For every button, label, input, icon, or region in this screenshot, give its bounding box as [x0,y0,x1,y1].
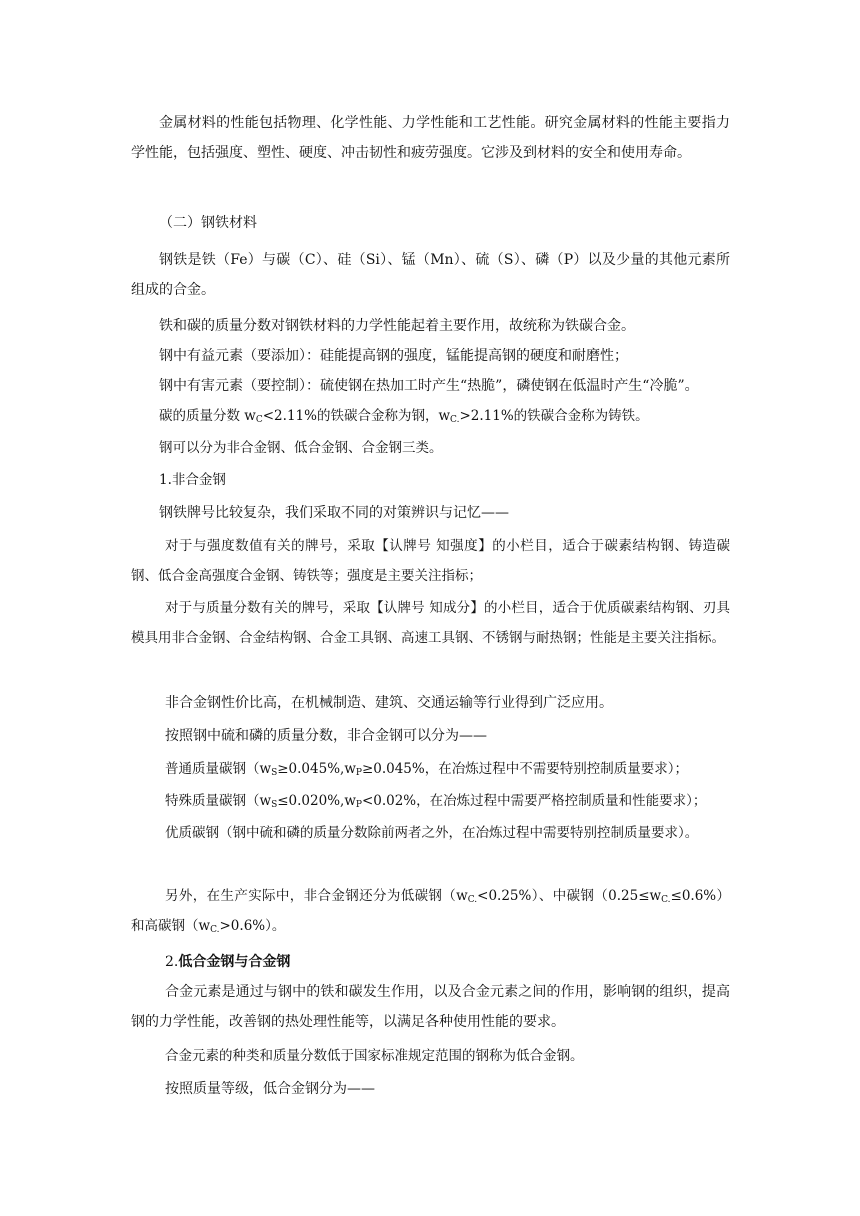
subscript: S [271,800,278,810]
paragraph-harmful-elements: 钢中有害元素（要控制）：硫使钢在热加工时产生“热脆”，磷使钢在低温时产生“冷脆”。 [159,378,699,394]
paragraph-alloy-elements: 合金元素是通过与钢中的铁和碳发生作用，以及合金元素之间的作用，影响钢的组织，提高钢的力学性能，改善钢的热处理性能等，以满足各种使用性能的要求。 [131,984,730,1030]
paragraph-non-alloy-usage: 非合金钢性价比高，在机械制造、建筑、交通运输等行业得到广泛应用。 [165,695,613,711]
heading-number: 2. [165,954,179,970]
section-heading-steel-materials: （二）钢铁材料 [159,215,257,231]
text-fragment: 碳的质量分数 w [159,408,256,424]
subscript: C. [450,415,460,425]
heading-text: 低合金钢与合金钢 [178,954,291,970]
subscript: C. [467,895,478,905]
subscript: C. [661,895,671,905]
paragraph-high-quality: 优质碳钢（钢中硫和磷的质量分数除前两者之外，在冶炼过程中需要特别控制质量要求）。 [165,825,699,841]
subscript: P [355,800,362,810]
text-fragment: <0.02%，在冶炼过程中需要严格控制质量和性能要求）； [361,793,707,809]
subscript: C. [210,925,220,935]
paragraph-steel-definition: 钢铁是铁（Fe）与碳（C）、硅（Si）、锰（Mn）、硫（S）、磷（P）以及少量的其他元素所组成的合金。 [131,252,730,298]
text-fragment: 普通质量碳钢（w [165,761,272,777]
text-fragment: 另外，在生产实际中，非合金钢还分为低碳钢（w [165,888,468,904]
text-fragment: <0.25%）、中碳钢（0.25≤w [477,888,662,904]
paragraph-steel-types: 钢可以分为非合金钢、低合金钢、合金钢三类。 [159,440,443,456]
subscript: C [255,415,263,425]
text-fragment: ≥0.045%,w [277,761,356,777]
paragraph-strength-grades: 对于与强度数值有关的牌号，采取【认牌号 知强度】的小栏目，适合于碳素结构钢、铸造碳钢、低合金高强度合金钢、铸铁等；强度是主要关注指标； [131,538,730,584]
text-fragment: >0.6%）。 [219,918,286,934]
paragraph-sulfur-phosphorus: 按照钢中硫和磷的质量分数，非合金钢可以分为—— [165,728,487,744]
text-fragment: 特殊质量碳钢（w [165,793,272,809]
heading-low-alloy-steel [131,947,730,977]
text-fragment: >2.11%的铁碳合金称为铸铁。 [459,408,649,424]
subscript: P [355,768,362,778]
text-fragment: <2.11%的铁碳合金称为钢，w [262,408,451,424]
paragraph-special-quality [131,786,730,816]
paragraph-quality-grades: 按照质量等级，低合金钢分为—— [165,1081,375,1097]
heading-non-alloy-steel: 1.非合金钢 [159,472,226,488]
paragraph-composition-grades: 对于与质量分数有关的牌号，采取【认牌号 知成分】的小栏目，适合于优质碳素结构钢、刃具模具用非合金钢、合金结构钢、合金工具钢、高速工具钢、不锈钢与耐热钢；性能是主要关注指标。 [131,600,730,646]
paragraph-carbon-fraction [131,401,730,431]
paragraph-beneficial-elements: 钢中有益元素（要添加）：硅能提高钢的强度，锰能提高钢的硬度和耐磨性； [159,348,628,364]
paragraph-material-properties: 金属材料的性能包括物理、化学性能、力学性能和工艺性能。研究金属材料的性能主要指力学性能，包括强度、塑性、硬度、冲击韧性和疲劳强度。它涉及到材料的安全和使用寿命。 [131,115,730,161]
paragraph-iron-carbon: 铁和碳的质量分数对钢铁材料的力学性能起着主要作用，故统称为铁碳合金。 [159,318,635,334]
paragraph-ordinary-quality [131,754,730,784]
subscript: S [271,768,278,778]
text-fragment: ≤0.020%,w [277,793,356,809]
text-fragment: ≥0.045%，在冶炼过程中不需要特别控制质量要求）； [361,761,688,777]
paragraph-low-alloy-definition: 合金元素的种类和质量分数低于国家标准规定范围的钢称为低合金钢。 [165,1048,584,1064]
text-fragment: ≤0.6%）和高碳钢（w [131,888,731,934]
paragraph-grade-strategy: 钢铁牌号比较复杂，我们采取不同的对策辨识与记忆—— [159,505,509,521]
paragraph-carbon-classes [131,881,730,941]
